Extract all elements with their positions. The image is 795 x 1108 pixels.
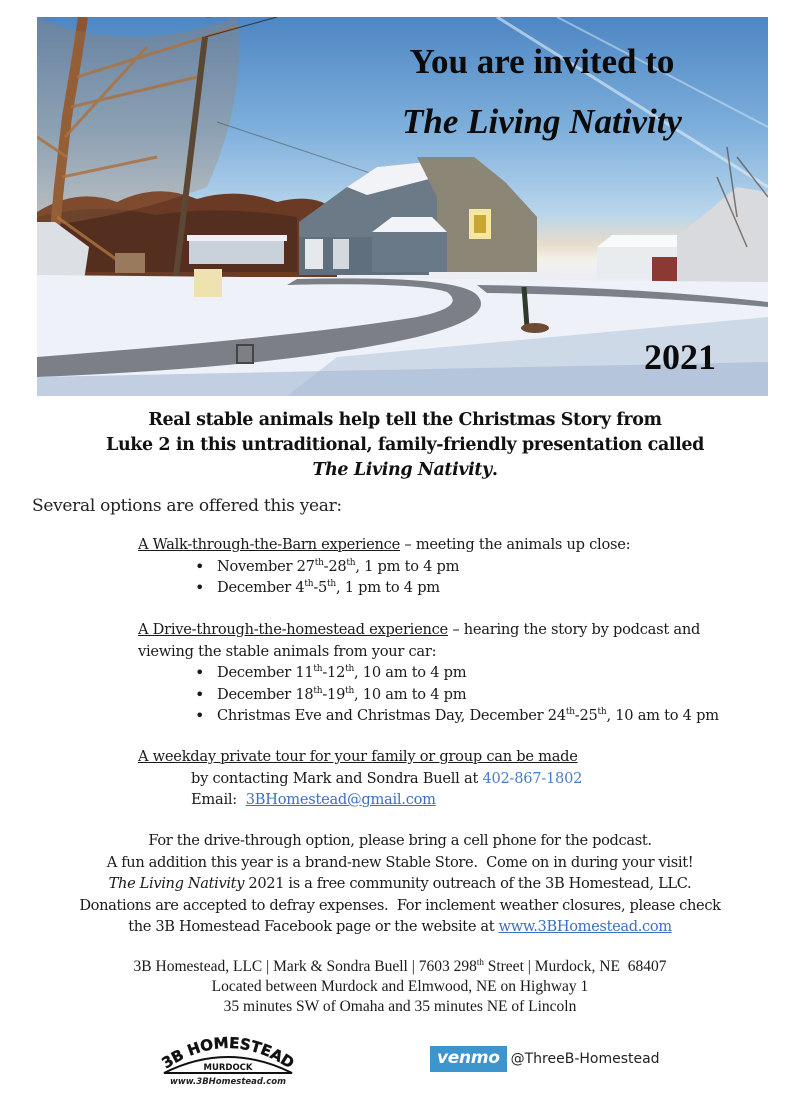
tour-email-line: Email: 3BHomestead@gmail.com xyxy=(191,791,436,808)
footer-address xyxy=(60,957,740,1017)
option-private-tour xyxy=(138,746,778,811)
option-walk-title: A Walk-through-the-Barn experience xyxy=(138,536,400,553)
option-drive-desc: – hearing the story by podcast and xyxy=(447,621,701,638)
notes-line-2: A fun addition this year is a brand-new Stable Store. Come on in during your visit! xyxy=(106,853,694,871)
homestead-arc-logo-icon xyxy=(158,1033,298,1079)
website-link[interactable]: www.3BHomestead.com xyxy=(498,918,672,936)
option-walk-through xyxy=(138,534,778,599)
option-drive-desc-2: viewing the stable animals from your car: xyxy=(138,642,437,660)
list-item: • November 27th-28th, 1 pm to 4 pm xyxy=(195,556,778,578)
intro-event-name: The Living Nativity xyxy=(312,460,492,480)
hero-year: 2021 xyxy=(644,337,716,377)
venmo-handle: @ThreeB-Homestead xyxy=(510,1051,660,1067)
option-drive-through xyxy=(138,619,778,727)
homestead-logo xyxy=(158,1033,298,1091)
list-item: • December 11th-12th, 10 am to 4 pm xyxy=(195,662,778,684)
address-line-3: 35 minutes SW of Omaha and 35 minutes NE of Lincoln xyxy=(223,998,577,1015)
hero-title: You are invited to xyxy=(409,42,675,81)
address-line-1: 3B Homestead, LLC | Mark & Sondra Buell | 7603 298th Street | Murdock, NE 68407 xyxy=(133,957,667,975)
walk-dates-list xyxy=(195,556,778,599)
logo-url: www.3BHomestead.com xyxy=(170,1077,286,1087)
list-item: • December 4th-5th, 1 pm to 4 pm xyxy=(195,577,778,599)
list-item: • Christmas Eve and Christmas Day, December 24th-25th, 10 am to 4 pm xyxy=(195,705,778,727)
hero-photo xyxy=(37,17,768,396)
option-walk-desc: – meeting the animals up close: xyxy=(400,536,631,553)
notes-line-1: For the drive-through option, please bring a cell phone for the podcast. xyxy=(148,832,652,849)
option-tour-title: A weekday private tour for your family or group can be made xyxy=(138,748,578,765)
intro-paragraph xyxy=(40,408,770,483)
tour-contact-line: by contacting Mark and Sondra Buell at 402-867-1802 xyxy=(191,769,583,787)
intro-line-1: Real stable animals help tell the Christmas Story from xyxy=(148,410,662,430)
svg-text:MURDOCK: MURDOCK xyxy=(203,1063,253,1073)
drive-dates-list xyxy=(195,662,778,727)
notes-paragraph xyxy=(38,830,762,938)
svg-text:3B HOMESTEAD: 3B HOMESTEAD xyxy=(158,1033,298,1073)
options-lead: Several options are offered this year: xyxy=(32,496,342,516)
venmo-info xyxy=(430,1046,660,1072)
notes-line-4: Donations are accepted to defray expenses. For inclement weather closures, please check xyxy=(79,896,721,914)
option-walk-heading xyxy=(138,534,778,556)
notes-line-5: the 3B Homestead Facebook page or the website at www.3BHomestead.com xyxy=(128,918,672,936)
option-drive-title: A Drive-through-the-homestead experience xyxy=(138,621,448,638)
option-drive-heading xyxy=(138,619,778,641)
email-link[interactable]: 3BHomestead@gmail.com xyxy=(245,791,436,808)
notes-line-3: The Living Nativity 2021 is a free community outreach of the 3B Homestead, LLC. xyxy=(108,875,692,893)
address-line-2: Located between Murdock and Elmwood, NE on Highway 1 xyxy=(211,978,589,995)
intro-line-3: The Living Nativity. xyxy=(312,460,498,480)
venmo-logo-icon: venmo xyxy=(430,1046,507,1072)
hero-subtitle: The Living Nativity xyxy=(402,102,682,141)
intro-line-2: Luke 2 in this untraditional, family-friendly presentation called xyxy=(106,435,704,455)
phone-link[interactable]: 402-867-1802 xyxy=(482,769,583,787)
list-item: • December 18th-19th, 10 am to 4 pm xyxy=(195,684,778,706)
